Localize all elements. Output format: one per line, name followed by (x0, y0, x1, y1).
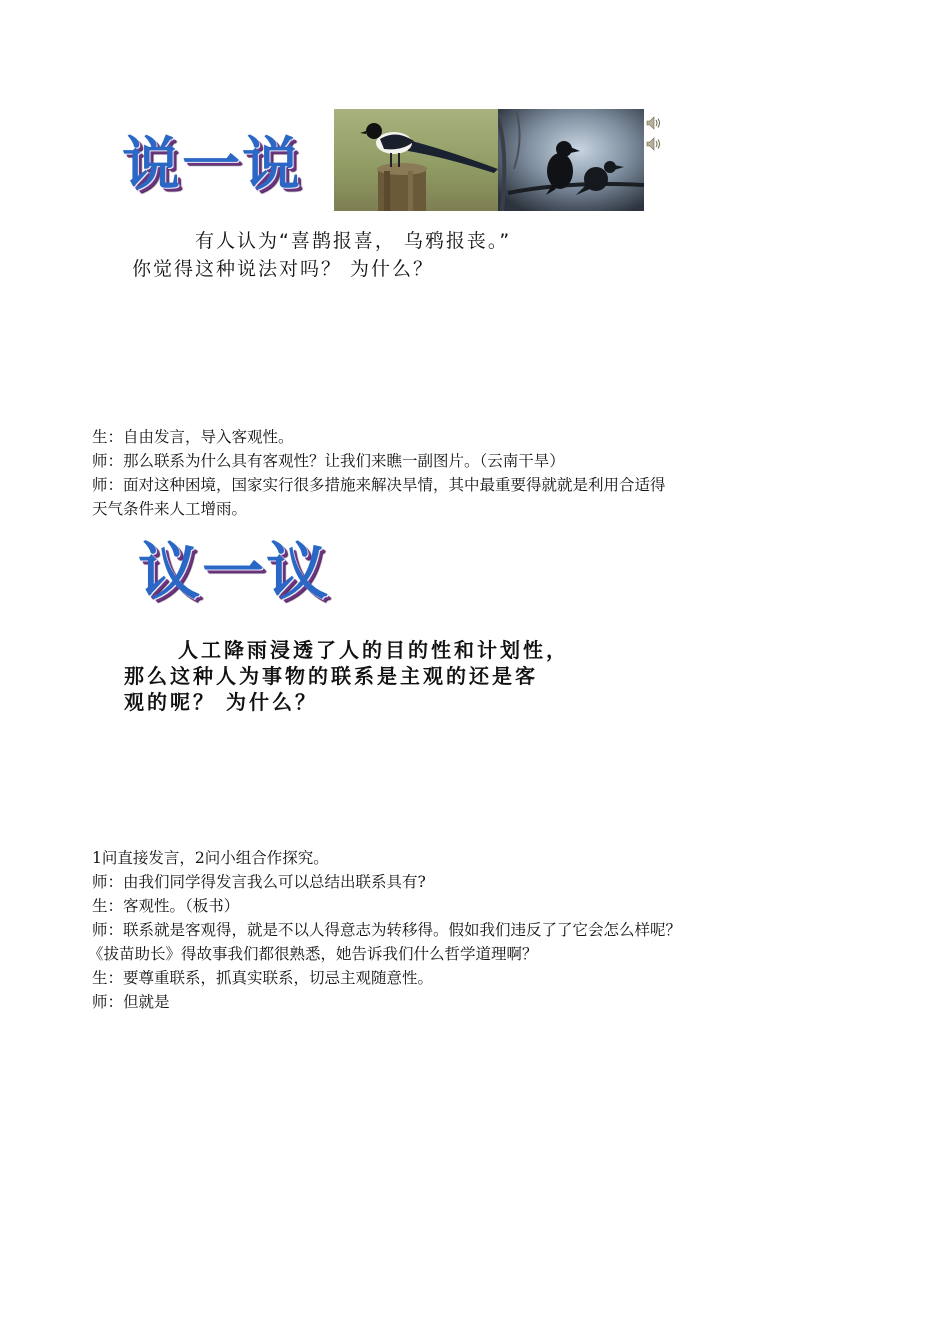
section-heading-shuo: 说一说 (122, 130, 303, 198)
speaker-icon (646, 116, 662, 130)
section2-prompt-line-1: 人工降雨浸透了人的目的性和计划性， (178, 638, 569, 662)
speaker-icon (646, 137, 662, 151)
magpie-image (334, 109, 498, 211)
dialog-block-2 (88, 846, 682, 1014)
section2-prompt-line-3: 观的呢？ 为什么？ (124, 690, 318, 714)
dialog-line: 生：自由发言，导入客观性。 (92, 428, 294, 446)
dialog-line: 生：客观性。（板书） (92, 897, 240, 915)
section1-prompt-line-2: 你觉得这种说法对吗？ 为什么？ (132, 258, 435, 280)
dialog-line: 师：但就是 (92, 993, 170, 1011)
magpie-illustration (334, 109, 498, 211)
dialog-line: 师：由我们同学得发言我么可以总结出联系具有? (92, 873, 426, 891)
dialog-line: 师：面对这种困境，国家实行很多措施来解决旱情，其中最重要得就就是利用合适得 (92, 476, 666, 494)
dialog-line: 1问直接发言，2问小组合作探究。 (92, 849, 329, 867)
dialog-block-1 (92, 425, 666, 521)
crows-image (498, 109, 644, 211)
dialog-line: 师：联系就是客观得，就是不以人得意志为转移得。假如我们违反了了它会怎么样呢？ (92, 921, 682, 939)
dialog-line: 生：要尊重联系，抓真实联系，切忌主观随意性。 (92, 969, 434, 987)
section2-prompt-line-2: 那么这种人为事物的联系是主观的还是客 (124, 664, 538, 688)
crows-illustration (498, 109, 644, 211)
dialog-line: 《拔苗助长》得故事我们都很熟悉，她告诉我们什么哲学道理啊？ (88, 945, 538, 963)
audio-icon-2[interactable] (646, 136, 662, 155)
section-heading-yi: 议一议 (138, 535, 331, 608)
dialog-line: 天气条件来人工增雨。 (92, 500, 248, 518)
audio-icon-1[interactable] (646, 115, 662, 134)
dialog-line: 师：那么联系为什么具有客观性？让我们来瞧一副图片。（云南干旱） (92, 452, 565, 470)
section1-prompt-line-1: 有人认为“喜鹊报喜， 乌鸦报丧。” (195, 230, 512, 252)
